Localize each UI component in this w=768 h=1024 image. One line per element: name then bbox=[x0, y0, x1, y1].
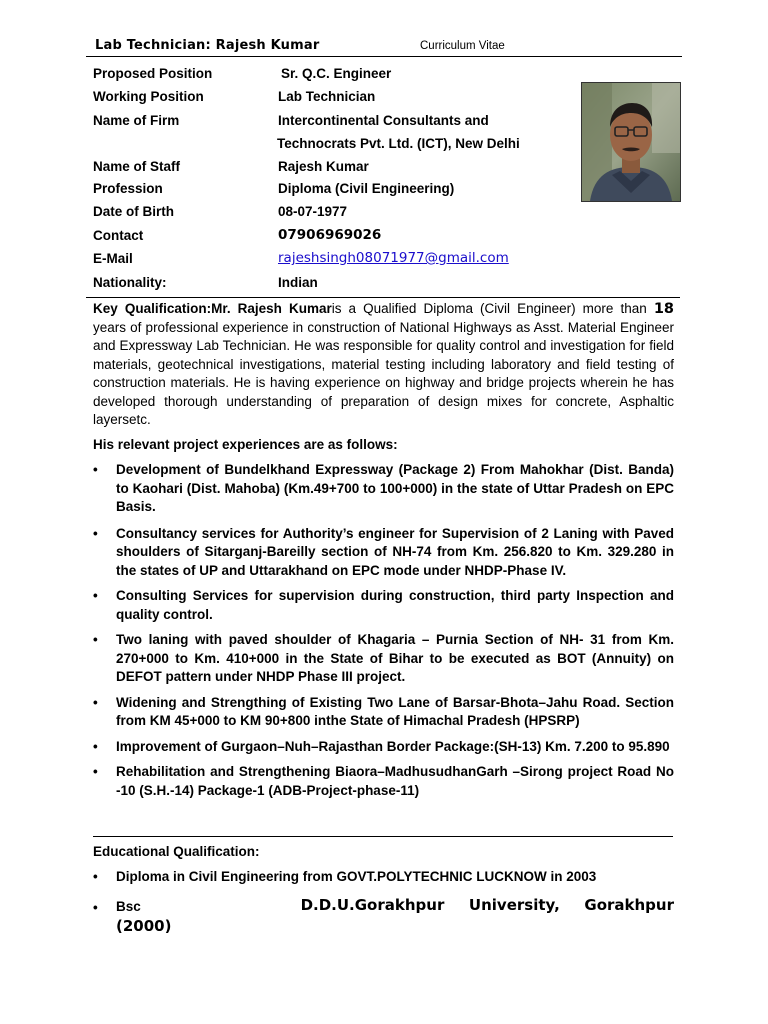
education-diploma: Diploma in Civil Engineering from GOVT.POLYTECHNIC LUCKNOW in 2003 bbox=[116, 869, 597, 884]
details-rule bbox=[86, 297, 680, 298]
project-text: Rehabilitation and Strengthening Biaora–MadhusudhanGarh –Sirong project Road No -10 (S.H.-14) Package-1 (ADB-Project-phase-11) bbox=[116, 764, 674, 798]
value-contact: 07906969026 bbox=[278, 227, 382, 243]
education-bsc-year: (2000) bbox=[116, 917, 172, 935]
project-text: Two laning with paved shoulder of Khagaria – Purnia Section of NH- 31 from Km. 270+000 to Km. 410+000 in the State of Bihar to be executed as BOT (Annuity) on DEFOT pattern under NHDP Phase III project. bbox=[116, 632, 674, 684]
value-profession: Diploma (Civil Engineering) bbox=[278, 181, 455, 196]
experience-years: 18 bbox=[653, 301, 674, 317]
list-item bbox=[93, 694, 674, 731]
key-qualification-label: Key Qualification: bbox=[93, 301, 212, 316]
key-qualification-paragraph bbox=[93, 300, 674, 430]
education-bsc-university: University, bbox=[468, 895, 560, 914]
list-item bbox=[93, 738, 674, 757]
profile-photo bbox=[581, 82, 681, 202]
list-item bbox=[93, 461, 674, 517]
label-working-position: Working Position bbox=[93, 89, 204, 104]
header-doc-type: Curriculum Vitae bbox=[420, 40, 505, 52]
value-date-of-birth: 08-07-1977 bbox=[278, 204, 348, 219]
education-heading: Educational Qualification: bbox=[93, 844, 260, 859]
key-qualification-text2: years of professional experience in construction of National Highways as Asst. Material Engineer and Expressway Lab Technician. He was responsible for quality control and investigation for field materials, geotechnical investigations, material testing including laboratory and field testing of construction materials. He is having experience on highway and bridge projects wherein he has developed thorough understanding of preparation of design mixes for concrete, Asphaltic layersetc. bbox=[93, 319, 674, 427]
value-working-position: Lab Technician bbox=[278, 89, 376, 104]
project-text: Consultancy services for Authority’s engineer for Supervision of 2 Laning with Paved shoulders of Sitarganj-Bareilly section of NH-74 from Km. 256.820 to Km. 329.280 in the states of UP and Uttarakhand on EPC mode under NHDP-Phase IV. bbox=[116, 525, 674, 578]
label-profession: Profession bbox=[93, 181, 163, 196]
list-item bbox=[93, 896, 674, 936]
label-contact: Contact bbox=[93, 228, 144, 243]
list-item bbox=[93, 525, 674, 581]
project-text: Improvement of Gurgaon–Nuh–Rajasthan Border Package:(SH-13) Km. 7.200 to 95.890 bbox=[116, 738, 670, 754]
project-list bbox=[93, 461, 674, 800]
value-name-of-firm-line1: Intercontinental Consultants and bbox=[278, 113, 489, 128]
value-name-of-firm-line2: Technocrats Pvt. Ltd. (ICT), New Delhi bbox=[277, 136, 520, 151]
header-title: Lab Technician: Rajesh Kumar bbox=[95, 38, 320, 53]
education-bsc-line bbox=[116, 896, 674, 917]
profile-photo-image bbox=[582, 83, 680, 201]
projects-heading: His relevant project experiences are as follows: bbox=[93, 437, 398, 452]
label-nationality: Nationality: bbox=[93, 275, 167, 290]
header-rule bbox=[86, 56, 682, 57]
bullet-icon: • bbox=[93, 588, 98, 603]
list-item bbox=[93, 868, 674, 887]
label-proposed-position: Proposed Position bbox=[93, 66, 213, 81]
bullet-icon: • bbox=[93, 525, 98, 541]
label-date-of-birth: Date of Birth bbox=[93, 204, 174, 219]
value-proposed-position: Sr. Q.C. Engineer bbox=[281, 66, 392, 81]
education-bsc-college: D.D.U.Gorakhpur bbox=[300, 895, 445, 914]
education-bsc-label: Bsc bbox=[116, 898, 141, 914]
key-qualification-text1: is a Qualified Diploma (Civil Engineer) more than bbox=[331, 301, 654, 316]
value-name-of-staff: Rajesh Kumar bbox=[278, 159, 369, 174]
bullet-icon: • bbox=[93, 694, 98, 710]
label-name-of-firm: Name of Firm bbox=[93, 113, 180, 128]
education-bsc-city: Gorakhpur bbox=[584, 895, 674, 914]
bullet-icon: • bbox=[93, 869, 98, 884]
value-nationality: Indian bbox=[278, 275, 318, 290]
project-text: Consulting Services for supervision during construction, third party Inspection and quality control. bbox=[116, 588, 674, 622]
email-link[interactable]: rajeshsingh08071977@gmail.com bbox=[278, 250, 509, 266]
bullet-icon: • bbox=[93, 462, 98, 477]
list-item bbox=[93, 587, 674, 624]
bullet-icon: • bbox=[93, 738, 98, 754]
project-text: Development of Bundelkhand Expressway (Package 2) From Mahokhar (Dist. Banda) to Kaohari (Dist. Mahoba) (Km.49+700 to 100+000) in the state of Uttar Pradesh on EPC Basis. bbox=[116, 462, 674, 514]
bullet-icon: • bbox=[93, 899, 98, 915]
education-list bbox=[93, 868, 674, 936]
list-item bbox=[93, 763, 674, 800]
section-rule bbox=[93, 836, 673, 837]
list-item bbox=[93, 631, 674, 687]
key-qualification-name: Mr. Rajesh Kumar bbox=[211, 301, 332, 316]
bullet-icon: • bbox=[93, 632, 98, 647]
label-name-of-staff: Name of Staff bbox=[93, 159, 181, 174]
project-text: Widening and Strengthing of Existing Two Lane of Barsar-Bhota–Jahu Road. Section from KM 45+000 to KM 90+800 inthe State of Himachal Pradesh (HPSRP) bbox=[116, 694, 674, 728]
bullet-icon: • bbox=[93, 764, 98, 779]
label-email: E-Mail bbox=[93, 251, 133, 266]
